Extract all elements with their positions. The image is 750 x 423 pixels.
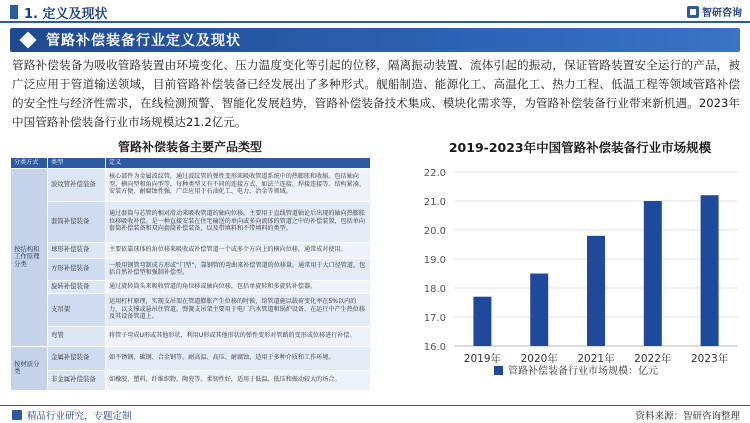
table-row [11,293,371,326]
header-definition: 定义 [106,158,371,169]
bar [587,236,605,346]
table-row [11,242,371,258]
section-label: 1. 定义及现状 [24,6,108,22]
chart-title: 2019-2023年中国管路补偿装备行业市场规模 [448,140,712,155]
footer-icon [12,410,22,420]
x-tick-label: 2019年 [463,353,502,365]
header-category: 分类方式 [11,158,48,169]
definition-cell: 如不锈钢、碳钢、合金钢等。耐高温、高压、耐腐蚀，适用于多种介质和工作环境。 [106,346,371,370]
header-rule [0,21,750,23]
section-marker [10,5,18,19]
type-cell: 方形补偿装备 [48,258,106,280]
bar [473,297,491,346]
type-cell: 支吊架 [48,293,106,326]
intro-paragraph: 管路补偿装备为吸收管路装置由环境变化、压力温度变化等引起的位移，隔离振动装置、流体引起的振动，保证管路装置安全运行的产品，被广泛应用于管道输送领域，目前管路补偿装备已经发展出了多种形式。舰船制造、能源化工、高温化工、热力工程、低温工程等领域管路补偿的安全性与经济性需求，在线检测预警、智能化发展趋势，管路补偿装备技术集成、模块化需求等，为管路补偿装备行业带来新机遇。2023年中国管路补偿装备行业市场规模达21.2亿元。 [12,58,740,129]
definition-cell: 如橡胶、塑料、纤维织物、陶瓷等。柔韧性好，适用于低温、低压和振动较大的场合。 [106,370,371,390]
section-header [0,0,750,24]
logo-text: 智研咨询 [702,8,742,19]
definition-cell: 通过套筒与芯管的相对滑动来吸收管道的轴向位移。主要用于直线管道轴论后出现的轴向热膨胀位移吸收补偿。是一种直接安装在住宅输送的单向或多向流体的管道之中的补偿装置，包括单向套筒补偿装备和双向套筒补偿装备，以及带填料和不带填料的类型。 [106,201,371,242]
page-title: 管路补偿装备行业定义及现状 [46,33,241,49]
y-tick-label: 17.0 [423,313,446,324]
definition-cell: 核心部件为金属波纹管，通过波纹管的弹性变形来吸收管道系统中的热膨胀和收缩。包括轴向型、横向型和角向型等，每种类型又有不同的连接方式，如法兰连接、焊接连接等。结构紧凑、安装方便、耐腐蚀性强，广泛应用于石油化工、电力、冶金等领域。 [106,168,371,201]
type-cell: 波纹管补偿装备 [48,168,106,201]
source-note: 资料来源：智研咨询整理 [635,411,740,422]
table-row [11,326,371,346]
diamond-icon [20,32,37,49]
bar [530,274,548,347]
definition-cell: 一般用钢管弯制成方形或“门型”，靠钢管的弯曲来补偿管道的位移量。通常用于大口径管道，包括自然补偿型和强制补偿型。 [106,258,371,280]
table-header-row [11,158,371,169]
definition-cell: 运用杠杆原理，实现支吊架在管道膨胀产生位移的时候，给管道施以载荷变化率在5%以内的力，以支撑或悬吊住管道。弹簧支吊架主要用于电厂汽水管道和锅炉设备、在运行中产生热位移及其设备管道上。 [106,293,371,326]
type-cell: 球形补偿装备 [48,242,106,258]
bar [701,195,719,346]
y-tick-label: 16.0 [423,342,446,353]
table-row [11,280,371,293]
market-size-bar-chart [408,158,748,388]
y-tick-label: 20.0 [423,226,446,237]
table-row [11,201,371,242]
type-cell: 非金属补偿装备 [48,370,106,390]
legend-swatch [494,366,503,375]
x-tick-label: 2021年 [577,353,615,365]
brand-logo [687,4,742,19]
definition-cell: 主要依靠球体的角位移来吸收或补偿管道一个或多个方向上的横向位移，通常成对使用。 [106,242,371,258]
footer [0,405,750,423]
table-row [11,258,371,280]
y-tick-label: 22.0 [423,168,446,179]
footer-tagline: 精品行业研究，专题定制 [27,410,132,422]
y-tick-label: 21.0 [423,197,446,208]
type-cell: 弯管 [48,326,106,346]
legend-label: 管路补偿装备行业市场规模：亿元 [508,366,658,377]
type-cell: 金属补偿装备 [48,346,106,370]
type-cell: 套筒补偿装备 [48,201,106,242]
header-type: 类型 [48,158,106,169]
table-row [11,346,371,370]
type-cell: 旋转补偿装备 [48,280,106,293]
definition-cell: 将管子弯成U形或其他形状，利用U形或其他形状的弹性变形对管路的变形或位移进行补偿。 [106,326,371,346]
logo-icon [687,6,699,18]
title-banner [10,28,740,52]
table-title: 管路补偿装备主要产品类型 [117,140,262,154]
y-tick-label: 19.0 [423,255,446,266]
product-type-table [10,157,371,391]
category-cell: 按材质分类 [11,346,48,390]
table-row [11,168,371,201]
table-row [11,370,371,390]
bar [644,201,662,346]
x-tick-label: 2020年 [520,353,558,365]
x-tick-label: 2023年 [690,353,729,365]
y-tick-label: 18.0 [423,284,446,295]
definition-cell: 通过旋转筒头来吸收管道的角位移或轴向位移，包括单旋转和多旋转补偿器。 [106,280,371,293]
x-tick-label: 2022年 [634,353,672,365]
category-cell: 按结构和工作原理分类 [11,168,48,346]
